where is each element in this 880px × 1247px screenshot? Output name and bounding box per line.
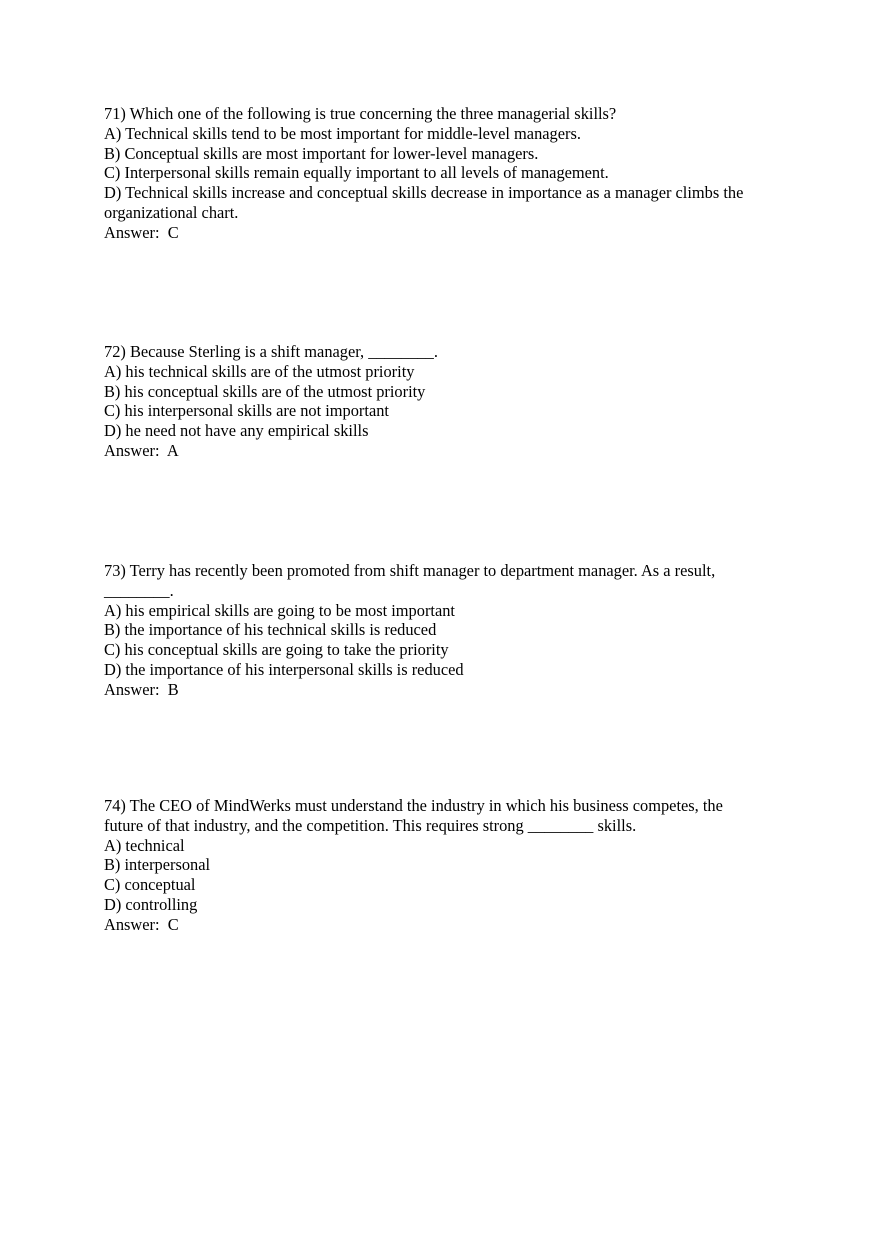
question-74 — [104, 796, 764, 935]
option-d: D) Technical skills increase and conceptual skills decrease in importance as a manager climbs the organizational chart. — [104, 183, 748, 222]
answer: Answer: C — [104, 914, 179, 934]
option-b: B) his conceptual skills are of the utmost priority — [104, 381, 426, 401]
option-b: B) interpersonal — [104, 855, 211, 875]
option-a: A) his empirical skills are going to be most important — [104, 600, 455, 620]
option-c: C) conceptual — [104, 875, 196, 895]
question-72 — [104, 342, 764, 461]
question-stem: 73) Terry has recently been promoted from shift manager to department manager. As a result, ________. — [104, 561, 720, 600]
option-d: D) controlling — [104, 894, 198, 914]
question-stem: 72) Because Sterling is a shift manager, ________. — [104, 342, 438, 361]
option-c: C) his conceptual skills are going to take the priority — [104, 640, 449, 660]
option-c: C) his interpersonal skills are not important — [104, 401, 389, 421]
answer: Answer: C — [104, 222, 179, 242]
option-d: D) the importance of his interpersonal skills is reduced — [104, 659, 464, 679]
option-c: C) Interpersonal skills remain equally important to all levels of management. — [104, 163, 609, 183]
question-73 — [104, 561, 764, 700]
question-stem: 74) The CEO of MindWerks must understand the industry in which his business competes, the future of that industry, and the competition. This requires strong ________ skills. — [104, 796, 727, 835]
option-d: D) he need not have any empirical skills — [104, 421, 369, 441]
option-a: A) Technical skills tend to be most important for middle-level managers. — [104, 123, 581, 143]
question-71 — [104, 104, 764, 243]
answer: Answer: B — [104, 679, 179, 699]
question-stem: 71) Which one of the following is true concerning the three managerial skills? — [104, 104, 617, 123]
option-a: A) technical — [104, 835, 185, 855]
option-a: A) his technical skills are of the utmost priority — [104, 361, 415, 381]
option-b: B) Conceptual skills are most important for lower-level managers. — [104, 143, 539, 163]
answer: Answer: A — [104, 440, 179, 460]
option-b: B) the importance of his technical skills is reduced — [104, 620, 437, 640]
